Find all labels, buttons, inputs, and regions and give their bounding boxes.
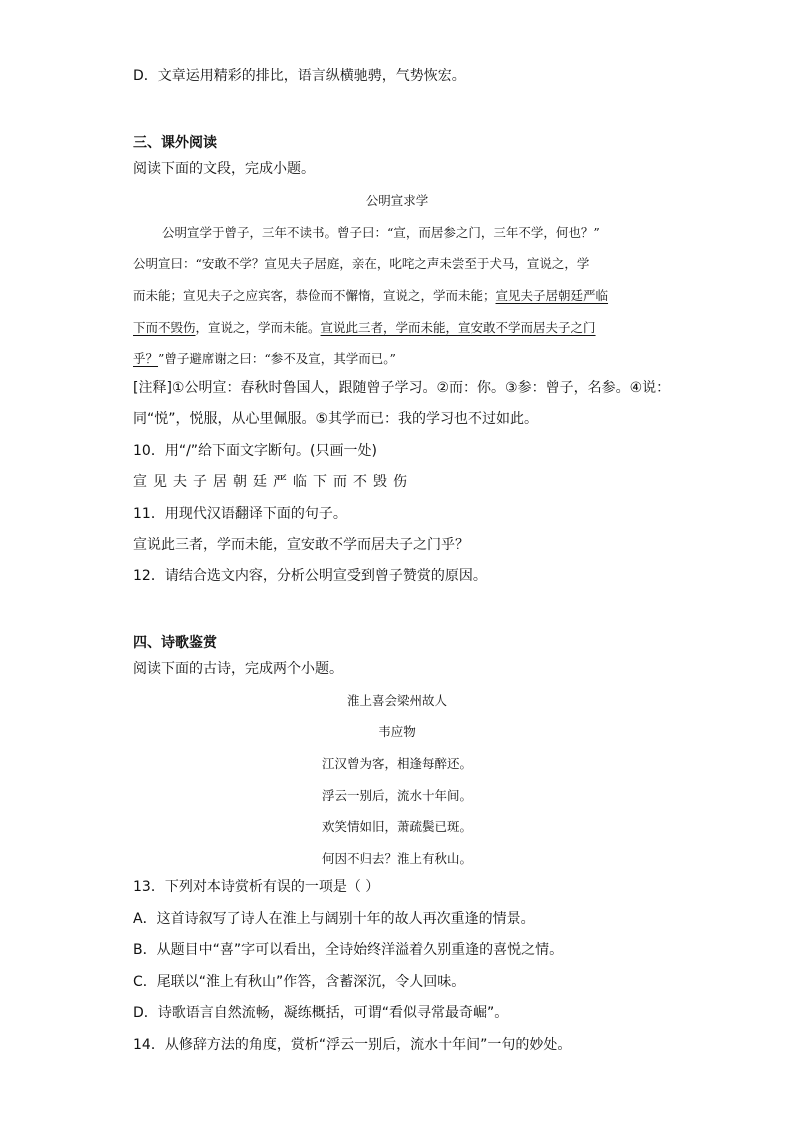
- question-12: 12．请结合选文内容，分析公明宣受到曾子赞赏的原因。: [133, 568, 487, 584]
- passage-line: 公明宣学于曾子，三年不读书。曾子曰：“宣，而居参之门，三年不学，何也？”: [162, 225, 600, 240]
- question-13-option-c: C．尾联以“淮上有秋山”作答，含蓄深沉，令人回味。: [133, 974, 466, 990]
- question-13-option-a: A．这首诗叙写了诗人在淮上与阔别十年的故人再次重逢的情景。: [133, 911, 535, 927]
- annotation-line: [注释]①公明宣：春秋时鲁国人，跟随曾子学习。②而：你。③参：曾子，名参。④说：: [133, 380, 671, 396]
- section-3-heading: 三、课外阅读: [133, 135, 217, 151]
- passage-title: 公明宣求学: [365, 193, 429, 208]
- poem-line: 何因不归去？淮上有秋山。: [321, 851, 472, 866]
- question-10: 10．用“/”给下面文字断句。(只画一处): [133, 443, 377, 459]
- section-4-heading: 四、诗歌鉴赏: [133, 635, 217, 651]
- passage-text: ，宣说之，学而未能。: [195, 320, 321, 335]
- underlined-text: 乎？: [133, 351, 159, 366]
- passage-text: ”曾子避席谢之曰：“参不及宣，其学而已。”: [158, 351, 396, 366]
- passage-line: [133, 349, 396, 369]
- passage-text: 而未能；宣见夫子之应宾客，恭俭而不懈惰，宣说之，学而未能；: [133, 288, 496, 303]
- annotation-line: 同“悦”，悦服，从心里佩服。⑤其学而已：我的学习也不过如此。: [133, 411, 539, 427]
- underlined-text: 宣说此三者，学而未能，宣安敢不学而居夫子之门: [320, 320, 596, 335]
- poem-line: 江汉曾为客，相逢每醉还。: [321, 756, 472, 771]
- question-11-text: 宣说此三者，学而未能，宣安敢不学而居夫子之门乎？: [133, 537, 469, 553]
- passage-line: 公明宣曰：“安敢不学？宣见夫子居庭，亲在，叱咤之声未尝至于犬马，宣说之，学: [133, 256, 590, 271]
- poem-line: 浮云一别后，流水十年间。: [321, 788, 472, 803]
- option-d-previous: D．文章运用精彩的排比，语言纵横驰骋，气势恢宏。: [133, 68, 466, 84]
- question-13-option-b: B．从题目中“喜”字可以看出，全诗始终洋溢着久别重逢的喜悦之情。: [133, 942, 564, 958]
- poem-title: 淮上喜会梁州故人: [346, 693, 447, 708]
- passage-line: [133, 318, 596, 338]
- question-11: 11．用现代汉语翻译下面的句子。: [133, 506, 347, 522]
- poem-line: 欢笑情如旧，萧疏鬓已斑。: [321, 819, 472, 834]
- underlined-text: 下而不毁伤: [133, 320, 196, 335]
- underlined-text: 宣见夫子居朝廷严临: [495, 288, 609, 303]
- section-3-instruction: 阅读下面的文段，完成小题。: [133, 161, 315, 177]
- question-14: 14．从修辞方法的角度，赏析“浮云一别后，流水十年间”一句的妙处。: [133, 1037, 572, 1053]
- question-10-text: 宣见夫子居朝廷严临下而不毁伤: [133, 474, 413, 490]
- question-13-option-d: D．诗歌语言自然流畅，凝练概括，可谓“看似寻常最奇崛”。: [133, 1005, 509, 1021]
- poem-author: 韦应物: [378, 724, 416, 739]
- passage-line: [133, 286, 608, 306]
- question-13: 13．下列对本诗赏析有误的一项是（ ）: [133, 879, 380, 895]
- section-4-instruction: 阅读下面的古诗，完成两个小题。: [133, 661, 343, 677]
